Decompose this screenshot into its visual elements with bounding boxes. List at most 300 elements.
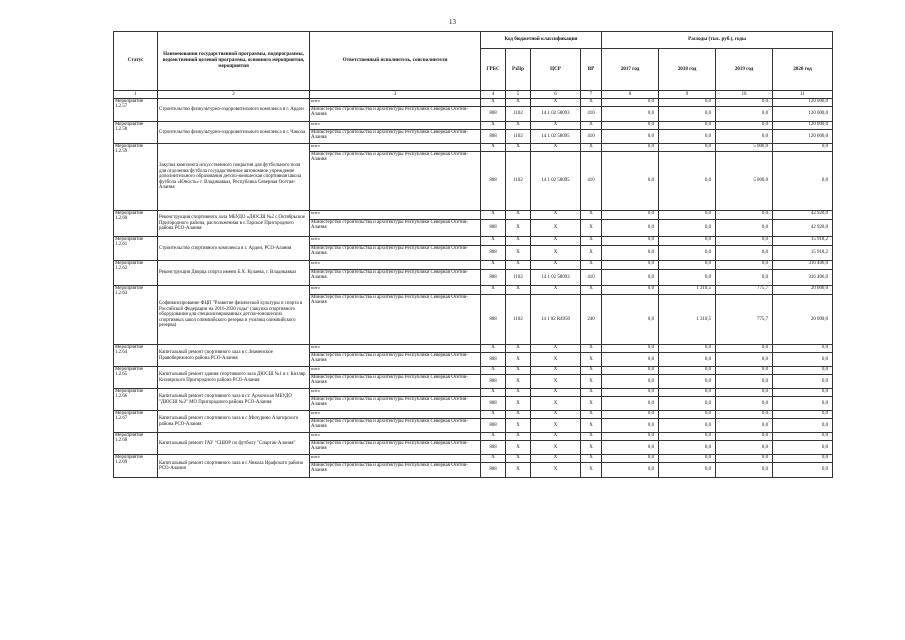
row-value: 120 000,0: [773, 107, 833, 122]
row-value: X: [481, 411, 506, 419]
row-value: 240: [581, 295, 602, 345]
col-number: 9: [659, 91, 716, 99]
row-status: Мероприятие 1.2.63: [114, 286, 158, 345]
row-status: Мероприятие 1.2.66: [114, 389, 158, 411]
row-value: 410: [581, 130, 602, 144]
header-status: Статус: [114, 32, 158, 91]
row-value: X: [531, 463, 581, 478]
row-all-label: всего: [310, 211, 481, 220]
budget-table: [113, 31, 833, 478]
row-all-label: всего: [310, 99, 481, 107]
header-executor: Ответственный исполнитель, соисполнители: [310, 32, 481, 91]
row-value: X: [531, 411, 581, 419]
row-value: 0,0: [602, 144, 659, 152]
row-value: 0,0: [773, 152, 833, 211]
row-value: 1102: [506, 152, 531, 211]
row-value: 5 000,0: [716, 144, 773, 152]
row-value: X: [531, 261, 581, 270]
row-value: X: [531, 375, 581, 389]
row-value: 808: [481, 353, 506, 367]
row-value: 808: [481, 270, 506, 286]
row-executor: Министерство строительства и архитектуры Республики Северная Осетия-Алания: [310, 419, 481, 433]
row-value: 0,0: [716, 270, 773, 286]
row-value: 0,0: [716, 455, 773, 463]
row-all-label: всего: [310, 286, 481, 295]
row-value: 0,0: [773, 353, 833, 367]
row-value: 0,0: [716, 130, 773, 144]
row-value: 0,0: [602, 411, 659, 419]
row-value: 0,0: [602, 463, 659, 478]
header-row-1: [114, 32, 833, 49]
table-row: [114, 99, 833, 107]
row-value: X: [506, 389, 531, 397]
row-name: Капитальный ремонт ГАУ "СШОР по футболу "Спартак-Алания": [158, 433, 310, 455]
col-number: 10: [716, 91, 773, 99]
col-number: 6: [531, 91, 581, 99]
col-number: 4: [481, 91, 506, 99]
row-value: 0,0: [716, 353, 773, 367]
table-row: [114, 261, 833, 270]
row-value: 0,0: [716, 375, 773, 389]
row-value: 0,0: [659, 152, 716, 211]
row-value: 0,0: [773, 419, 833, 433]
row-value: 0,0: [659, 463, 716, 478]
row-value: 1102: [506, 270, 531, 286]
row-value: 0,0: [659, 441, 716, 455]
table-row: [114, 237, 833, 246]
row-value: 0,0: [659, 122, 716, 130]
row-executor: Министерство строительства и архитектуры Республики Северная Осетия-Алания: [310, 152, 481, 211]
row-value: X: [531, 246, 581, 261]
row-value: X: [581, 353, 602, 367]
row-name: Строительство физкультурно-оздоровительного комплекса в г. Ардон: [158, 99, 310, 122]
row-executor: Министерство строительства и архитектуры Республики Северная Осетия-Алания: [310, 463, 481, 478]
row-value: X: [531, 345, 581, 353]
row-value: 0,0: [773, 397, 833, 411]
row-status: Мероприятие 1.2.68: [114, 433, 158, 455]
header-2019: 2019 год: [716, 49, 773, 91]
col-number: 8: [602, 91, 659, 99]
row-value: X: [531, 389, 581, 397]
row-value: 0,0: [716, 433, 773, 441]
row-all-label: всего: [310, 345, 481, 353]
row-all-label: всего: [310, 433, 481, 441]
row-value: 0,0: [602, 270, 659, 286]
row-value: 0,0: [773, 455, 833, 463]
row-value: 0,0: [602, 107, 659, 122]
row-value: 0,0: [602, 455, 659, 463]
row-value: X: [506, 419, 531, 433]
row-value: 808: [481, 220, 506, 237]
row-value: X: [506, 211, 531, 220]
row-name: Капитальный ремонт спортивного зала в ст. Архонская МБУДО "ДЮСШ №2" МО Пригородного района РСО-Алания: [158, 389, 310, 411]
row-value: 0,0: [773, 367, 833, 375]
row-value: 14 1 02 58095: [531, 152, 581, 211]
row-value: X: [581, 433, 602, 441]
row-executor: Министерство строительства и архитектуры Республики Северная Осетия-Алания: [310, 375, 481, 389]
row-value: X: [531, 237, 581, 246]
table-row: [114, 211, 833, 220]
row-value: 0,0: [659, 246, 716, 261]
row-value: 0,0: [602, 99, 659, 107]
row-value: X: [481, 261, 506, 270]
row-value: 42 920,0: [773, 220, 833, 237]
table-body: [114, 99, 833, 478]
row-value: 1102: [506, 295, 531, 345]
row-status: Мероприятие 1.2.61: [114, 237, 158, 261]
row-value: 0,0: [773, 375, 833, 389]
row-status: Мероприятие 1.2.60: [114, 211, 158, 237]
row-executor: Министерство строительства и архитектуры Республики Северная Осетия-Алания: [310, 220, 481, 237]
row-value: 0,0: [659, 237, 716, 246]
row-value: 14 1 02 58093: [531, 270, 581, 286]
header-2018: 2018 год: [659, 49, 716, 91]
row-name: Закупка комплекта искусственного покрытия для футбольного поля для отделения футбола государственное автономное учреждение дополнительного образования детско-юношеская спортивная школа футбола «Юность» г. Владикавказ, Республика Северная Осетия-Алания: [158, 144, 310, 211]
row-value: X: [531, 122, 581, 130]
row-all-label: всего: [310, 389, 481, 397]
row-value: X: [481, 367, 506, 375]
row-value: X: [506, 411, 531, 419]
row-value: 0,0: [716, 463, 773, 478]
row-value: X: [506, 122, 531, 130]
row-all-label: всего: [310, 122, 481, 130]
row-value: 808: [481, 152, 506, 211]
row-value: X: [481, 433, 506, 441]
row-all-label: всего: [310, 455, 481, 463]
row-value: 0,0: [659, 411, 716, 419]
row-value: X: [581, 463, 602, 478]
header-name: Наименования государственной программы, подпрограммы, ведомственной целевой программы, основного мероприятия, мероприятия: [158, 32, 310, 91]
row-value: 0,0: [716, 107, 773, 122]
row-name: Капитальный ремонт спортивного зала в с.Знаменское Правобережного района РСО-Алания: [158, 345, 310, 367]
row-value: 808: [481, 419, 506, 433]
header-2020: 2020 год: [773, 49, 833, 91]
row-value: 120 000,0: [773, 130, 833, 144]
row-value: 410: [581, 270, 602, 286]
page-number: 13: [449, 18, 456, 26]
row-value: X: [581, 286, 602, 295]
row-value: X: [481, 122, 506, 130]
row-value: 0,0: [716, 246, 773, 261]
row-value: 0,0: [602, 389, 659, 397]
row-value: 0,0: [659, 345, 716, 353]
row-value: 0,0: [659, 419, 716, 433]
row-value: 0,0: [602, 220, 659, 237]
row-value: 0,0: [716, 99, 773, 107]
row-value: X: [531, 211, 581, 220]
row-value: X: [481, 286, 506, 295]
row-value: 0,0: [716, 122, 773, 130]
row-name: Капитальный ремонт здания спортивного зала ДЮСШ №1 в г. Кизляр Кизлярского Пригородного района РСО-Алания: [158, 367, 310, 389]
row-value: 0,0: [659, 455, 716, 463]
header-2017: 2017 год: [602, 49, 659, 91]
row-value: X: [531, 397, 581, 411]
row-value: X: [506, 286, 531, 295]
row-value: 0,0: [716, 211, 773, 220]
row-value: X: [506, 353, 531, 367]
col-number: 2: [158, 91, 310, 99]
row-value: 0,0: [659, 375, 716, 389]
row-value: X: [531, 99, 581, 107]
column-number-row: [114, 91, 833, 99]
col-number: 3: [310, 91, 481, 99]
row-value: X: [531, 419, 581, 433]
row-value: X: [506, 375, 531, 389]
row-value: 0,0: [773, 411, 833, 419]
row-value: 0,0: [602, 286, 659, 295]
row-value: X: [481, 389, 506, 397]
row-name: Капитальный ремонт спортивного зала в с.Мичурино Алагирского района РСО-Алания: [158, 411, 310, 433]
row-executor: Министерство строительства и архитектуры Республики Северная Осетия-Алания: [310, 246, 481, 261]
row-status: Мероприятие 1.2.62: [114, 261, 158, 286]
row-value: X: [581, 220, 602, 237]
row-value: 0,0: [659, 99, 716, 107]
row-value: 0,0: [602, 345, 659, 353]
row-value: 0,0: [716, 237, 773, 246]
row-value: 0,0: [659, 211, 716, 220]
row-value: 0,0: [716, 220, 773, 237]
row-value: 808: [481, 375, 506, 389]
row-value: 0,0: [773, 389, 833, 397]
row-value: X: [531, 433, 581, 441]
row-value: X: [581, 246, 602, 261]
row-value: 0,0: [716, 411, 773, 419]
col-number: 11: [773, 91, 833, 99]
row-value: X: [506, 463, 531, 478]
header-rzpr: РзПр: [506, 49, 531, 91]
row-value: X: [581, 389, 602, 397]
row-status: Мероприятие 1.2.65: [114, 367, 158, 389]
table-row: [114, 286, 833, 295]
row-value: 1 310,5: [659, 295, 716, 345]
row-all-label: всего: [310, 411, 481, 419]
row-value: 0,0: [716, 345, 773, 353]
row-value: 0,0: [659, 353, 716, 367]
row-value: 0,0: [773, 441, 833, 455]
row-value: 410: [581, 107, 602, 122]
row-value: 0,0: [602, 375, 659, 389]
row-value: X: [506, 345, 531, 353]
row-value: 0,0: [716, 261, 773, 270]
row-value: 0,0: [602, 367, 659, 375]
row-name: Капитальный ремонт спортивного зала в с.Чикола Ирафского района РСО-Алания: [158, 455, 310, 478]
row-value: 808: [481, 295, 506, 345]
row-value: X: [506, 261, 531, 270]
row-value: 0,0: [659, 220, 716, 237]
row-value: X: [531, 455, 581, 463]
row-value: 0,0: [602, 246, 659, 261]
col-number: 5: [506, 91, 531, 99]
row-value: X: [581, 367, 602, 375]
col-number: 7: [581, 91, 602, 99]
row-value: 15 918,2: [773, 237, 833, 246]
row-status: Мероприятие 1.2.58: [114, 122, 158, 144]
row-name: Реконструкция спортивного зала МБУДО «ДЮСШ №2 с.Октябрьское Пригородного района, расположенная в с.Тарское Пригородного района РСО-Алания: [158, 211, 310, 237]
row-value: X: [481, 99, 506, 107]
table-row: [114, 345, 833, 353]
row-value: 14 1 02 58095: [531, 130, 581, 144]
row-value: 1102: [506, 130, 531, 144]
row-value: 14 1 02 R4950: [531, 295, 581, 345]
row-value: 775,7: [716, 295, 773, 345]
row-value: 808: [481, 463, 506, 478]
row-value: 1102: [506, 107, 531, 122]
row-value: 0,0: [659, 130, 716, 144]
table-row: [114, 411, 833, 419]
row-value: X: [481, 455, 506, 463]
row-value: X: [531, 441, 581, 455]
row-value: X: [506, 144, 531, 152]
row-value: 0,0: [602, 353, 659, 367]
table-row: [114, 433, 833, 441]
row-value: 0,0: [602, 441, 659, 455]
row-value: 42 920,0: [773, 211, 833, 220]
table-row: [114, 367, 833, 375]
row-value: X: [506, 246, 531, 261]
row-value: X: [506, 99, 531, 107]
row-value: X: [506, 433, 531, 441]
row-value: X: [581, 237, 602, 246]
row-value: 0,0: [716, 389, 773, 397]
row-value: X: [531, 367, 581, 375]
row-executor: Министерство строительства и архитектуры Республики Северная Осетия-Алания: [310, 441, 481, 455]
row-value: 808: [481, 130, 506, 144]
row-value: 120 000,0: [773, 122, 833, 130]
row-value: X: [531, 353, 581, 367]
row-executor: Министерство строительства и архитектуры Республики Северная Осетия-Алания: [310, 130, 481, 144]
row-value: 0,0: [602, 261, 659, 270]
row-value: 0,0: [602, 397, 659, 411]
row-value: X: [506, 367, 531, 375]
row-value: X: [481, 144, 506, 152]
row-value: 0,0: [659, 367, 716, 375]
row-value: X: [481, 237, 506, 246]
table-row: [114, 144, 833, 152]
row-value: 5 000,0: [716, 152, 773, 211]
row-status: Мероприятие 1.2.57: [114, 99, 158, 122]
row-all-label: всего: [310, 237, 481, 246]
row-name: Софинансирование ФЦП "Развитие физической культуры и спорта в Российской Федерации на 2016-2020 годы" (закупка спортивного оборудования для специализированных детско-юношеских спортивных школ олимпийского резерва и училищ олимпийского резерва): [158, 286, 310, 345]
row-value: 775,7: [716, 286, 773, 295]
row-value: 14 1 02 58093: [531, 107, 581, 122]
row-value: 0,0: [602, 122, 659, 130]
row-value: 15 918,2: [773, 246, 833, 261]
row-value: 120 000,0: [773, 99, 833, 107]
row-all-label: всего: [310, 367, 481, 375]
table-row: [114, 389, 833, 397]
row-all-label: всего: [310, 261, 481, 270]
header-expenses: Расходы (тыс. руб.), годы: [602, 32, 833, 49]
row-value: X: [506, 237, 531, 246]
row-value: 0,0: [659, 107, 716, 122]
row-value: X: [506, 220, 531, 237]
row-value: 808: [481, 441, 506, 455]
row-executor: Министерство строительства и архитектуры Республики Северная Осетия-Алания: [310, 270, 481, 286]
row-value: 0,0: [773, 345, 833, 353]
row-value: X: [531, 220, 581, 237]
row-value: 0,0: [659, 144, 716, 152]
row-value: 0,0: [602, 419, 659, 433]
table-row: [114, 122, 833, 130]
row-value: 0,0: [602, 152, 659, 211]
row-value: 0,0: [602, 130, 659, 144]
row-value: X: [506, 455, 531, 463]
row-value: 0,0: [773, 144, 833, 152]
row-value: X: [581, 261, 602, 270]
row-value: X: [581, 99, 602, 107]
row-value: X: [581, 375, 602, 389]
row-value: 410: [581, 152, 602, 211]
row-value: 0,0: [716, 397, 773, 411]
col-number: 1: [114, 91, 158, 99]
row-executor: Министерство строительства и архитектуры Республики Северная Осетия-Алания: [310, 397, 481, 411]
row-value: X: [581, 345, 602, 353]
header-vr: ВР: [581, 49, 602, 91]
row-value: 0,0: [716, 367, 773, 375]
row-value: 0,0: [602, 237, 659, 246]
row-value: X: [481, 345, 506, 353]
row-value: 20 000,0: [773, 295, 833, 345]
row-value: 316 406,0: [773, 261, 833, 270]
row-all-label: всего: [310, 144, 481, 152]
row-name: Строительство спортивного комплекса в г. Ардон, РСО-Алания: [158, 237, 310, 261]
row-value: 0,0: [659, 261, 716, 270]
row-value: 808: [481, 397, 506, 411]
row-value: 0,0: [773, 433, 833, 441]
row-value: X: [581, 211, 602, 220]
row-executor: Министерство строительства и архитектуры Республики Северная Осетия-Алания: [310, 295, 481, 345]
row-value: 0,0: [659, 433, 716, 441]
row-status: Мероприятие 1.2.69: [114, 455, 158, 478]
row-value: 0,0: [659, 270, 716, 286]
row-value: 0,0: [602, 295, 659, 345]
row-value: 0,0: [716, 419, 773, 433]
row-value: 0,0: [602, 433, 659, 441]
row-value: 0,0: [602, 211, 659, 220]
row-value: X: [481, 211, 506, 220]
row-value: 316 406,0: [773, 270, 833, 286]
row-name: Строительство физкультурно-оздоровительного комплекса в г. Чикола: [158, 122, 310, 144]
row-value: X: [581, 441, 602, 455]
row-name: Реконструкция Дворца спорта имени Б.Х. Кулаева, г. Владикавказ: [158, 261, 310, 286]
header-budget-classification: Код бюджетной классификации: [481, 32, 602, 49]
row-value: X: [581, 455, 602, 463]
header-grbs: ГРБС: [481, 49, 506, 91]
row-value: 0,0: [659, 389, 716, 397]
row-value: 808: [481, 107, 506, 122]
row-value: X: [581, 397, 602, 411]
row-status: Мероприятие 1.2.59: [114, 144, 158, 211]
header-csr: ЦСР: [531, 49, 581, 91]
table-row: [114, 455, 833, 463]
row-status: Мероприятие 1.2.67: [114, 411, 158, 433]
row-value: 1 310,5: [659, 286, 716, 295]
row-value: X: [581, 144, 602, 152]
row-value: X: [506, 441, 531, 455]
row-executor: Министерство строительства и архитектуры Республики Северная Осетия-Алания: [310, 107, 481, 122]
row-value: 0,0: [716, 441, 773, 455]
row-value: 20 000,0: [773, 286, 833, 295]
row-value: 808: [481, 246, 506, 261]
row-value: X: [506, 397, 531, 411]
row-value: X: [581, 122, 602, 130]
row-value: X: [581, 411, 602, 419]
row-executor: Министерство строительства и архитектуры Республики Северная Осетия-Алания: [310, 353, 481, 367]
row-value: X: [581, 419, 602, 433]
row-value: X: [531, 286, 581, 295]
row-value: X: [531, 144, 581, 152]
row-status: Мероприятие 1.2.64: [114, 345, 158, 367]
